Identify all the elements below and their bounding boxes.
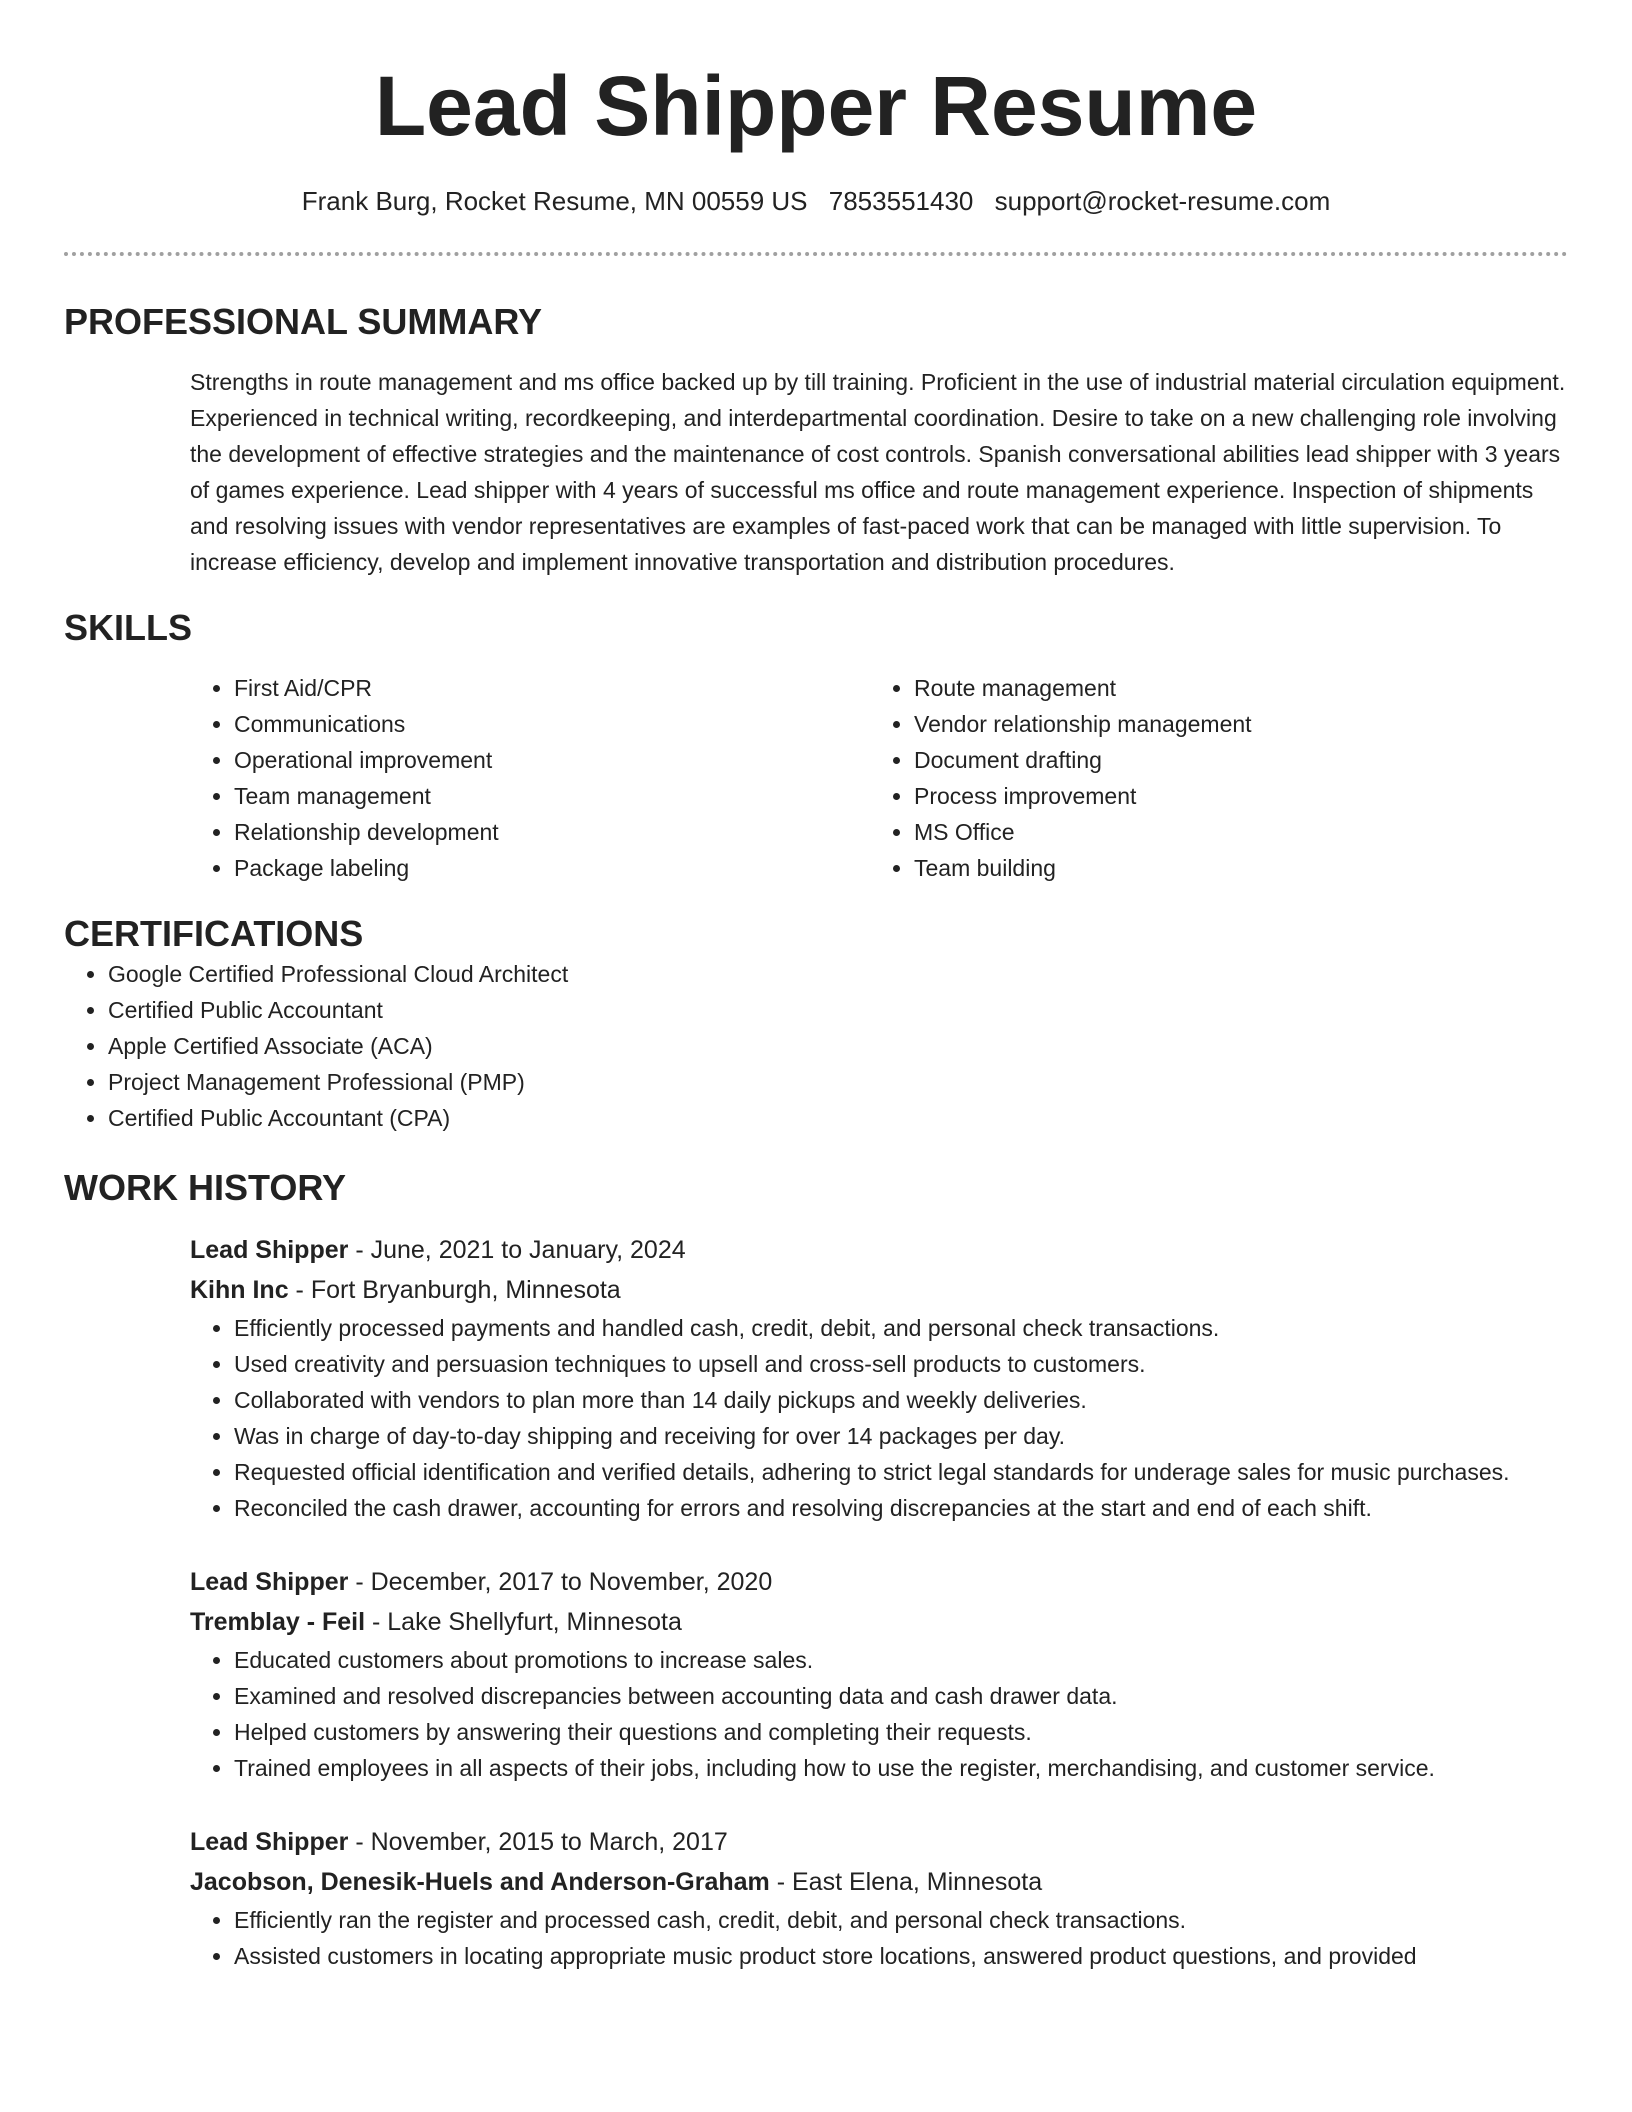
job-company-line: [190, 1270, 1568, 1310]
skill-item: • Relationship development: [234, 814, 870, 850]
job-company: Kihn Inc: [190, 1276, 289, 1304]
certification-item: • Certified Public Accountant (CPA): [108, 1100, 1568, 1136]
job-location: - Fort Bryanburgh, Minnesota: [288, 1276, 621, 1304]
job-duty: • Helped customers by answering their questions and completing their requests.: [234, 1714, 1568, 1750]
job-duties-list: [190, 1642, 1568, 1786]
skill-item: • MS Office: [914, 814, 1550, 850]
skills-column-right: [870, 670, 1550, 886]
page-title: Lead Shipper Resume: [374, 59, 1258, 153]
contact-address: Frank Burg, Rocket Resume, MN 00559 US: [301, 186, 808, 216]
job-entry: [190, 1562, 1568, 1786]
skill-item: • Package labeling: [234, 850, 870, 886]
header-divider: [64, 252, 1568, 256]
job-title-line: [190, 1230, 1568, 1270]
summary-section: [64, 300, 1568, 580]
job-company: Jacobson, Denesik-Huels and Anderson-Graham: [190, 1868, 770, 1896]
certifications-list: [64, 956, 1568, 1136]
job-duty: • Used creativity and persuasion techniques to upsell and cross-sell products to customers.: [234, 1346, 1568, 1382]
job-duty: • Requested official identification and verified details, adhering to strict legal standards for underage sales for music purchases.: [234, 1454, 1568, 1490]
job-duties-list: [190, 1902, 1568, 1974]
skills-section: [64, 606, 1568, 886]
skill-item: • Process improvement: [914, 778, 1550, 814]
job-duty: • Efficiently processed payments and handled cash, credit, debit, and personal check transactions.: [234, 1310, 1568, 1346]
skills-column-left: [190, 670, 870, 886]
skill-item: • Vendor relationship management: [914, 706, 1550, 742]
certification-item: • Google Certified Professional Cloud Architect: [108, 956, 1568, 992]
work-history-section: [64, 1166, 1568, 1974]
job-company-line: [190, 1862, 1568, 1902]
skill-item: • Operational improvement: [234, 742, 870, 778]
job-dates: - November, 2015 to March, 2017: [348, 1828, 728, 1856]
skills-columns: [190, 670, 1568, 886]
job-duty: • Efficiently ran the register and processed cash, credit, debit, and personal check transactions.: [234, 1902, 1568, 1938]
job-title-line: [190, 1822, 1568, 1862]
job-duties-list: [190, 1310, 1568, 1526]
job-duty: • Reconciled the cash drawer, accounting for errors and resolving discrepancies at the start and end of each shift.: [234, 1490, 1568, 1526]
job-company-line: [190, 1602, 1568, 1642]
skill-item: • Route management: [914, 670, 1550, 706]
contact-line: [64, 184, 1568, 218]
work-history-heading: WORK HISTORY: [64, 1167, 347, 1208]
job-entry: [190, 1230, 1568, 1526]
job-duty: • Trained employees in all aspects of their jobs, including how to use the register, merchandising, and customer service.: [234, 1750, 1568, 1786]
skill-item: • Team management: [234, 778, 870, 814]
job-duty: • Assisted customers in locating appropriate music product store locations, answered product questions, and provided: [234, 1938, 1568, 1974]
job-duty: • Educated customers about promotions to increase sales.: [234, 1642, 1568, 1678]
job-entry: [190, 1822, 1568, 1974]
job-dates: - June, 2021 to January, 2024: [348, 1236, 686, 1264]
job-location: - Lake Shellyfurt, Minnesota: [365, 1608, 682, 1636]
job-company: Tremblay - Feil: [190, 1608, 366, 1636]
summary-heading: PROFESSIONAL SUMMARY: [64, 301, 543, 342]
skill-item: • Communications: [234, 706, 870, 742]
certifications-section: [64, 912, 1568, 1136]
certifications-heading: CERTIFICATIONS: [64, 913, 364, 954]
skills-heading: SKILLS: [64, 607, 193, 648]
contact-email: support@rocket-resume.com: [994, 186, 1331, 216]
skills-list-right: [870, 670, 1550, 886]
job-title: Lead Shipper: [190, 1236, 349, 1264]
job-title-line: [190, 1562, 1568, 1602]
skill-item: • Team building: [914, 850, 1550, 886]
skills-list-left: [190, 670, 870, 886]
job-title: Lead Shipper: [190, 1568, 349, 1596]
job-location: - East Elena, Minnesota: [769, 1868, 1043, 1896]
certification-item: • Certified Public Accountant: [108, 992, 1568, 1028]
skill-item: • First Aid/CPR: [234, 670, 870, 706]
job-duty: • Examined and resolved discrepancies between accounting data and cash drawer data.: [234, 1678, 1568, 1714]
job-duty: • Was in charge of day-to-day shipping and receiving for over 14 packages per day.: [234, 1418, 1568, 1454]
certification-item: • Project Management Professional (PMP): [108, 1064, 1568, 1100]
summary-text: Strengths in route management and ms office backed up by till training. Proficient in the use of industrial material circulation equipment. Experienced in technical writing, recordkeeping, and interdepartmental coordination. Desire to take on a new challenging role involving the development of effective strategies and the maintenance of cost controls. Spanish conversational abilities lead shipper with 3 years of games experience. Lead shipper with 4 years of successful ms office and route management experience. Inspection of shipments and resolving issues with vendor representatives are examples of fast-paced work that can be managed with little supervision. To increase efficiency, develop and implement innovative transportation and distribution procedures.: [190, 369, 1566, 575]
skill-item: • Document drafting: [914, 742, 1550, 778]
contact-phone: 7853551430: [828, 186, 974, 216]
job-duty: • Collaborated with vendors to plan more than 14 daily pickups and weekly deliveries.: [234, 1382, 1568, 1418]
job-dates: - December, 2017 to November, 2020: [348, 1568, 773, 1596]
certification-item: • Apple Certified Associate (ACA): [108, 1028, 1568, 1064]
job-title: Lead Shipper: [190, 1828, 349, 1856]
